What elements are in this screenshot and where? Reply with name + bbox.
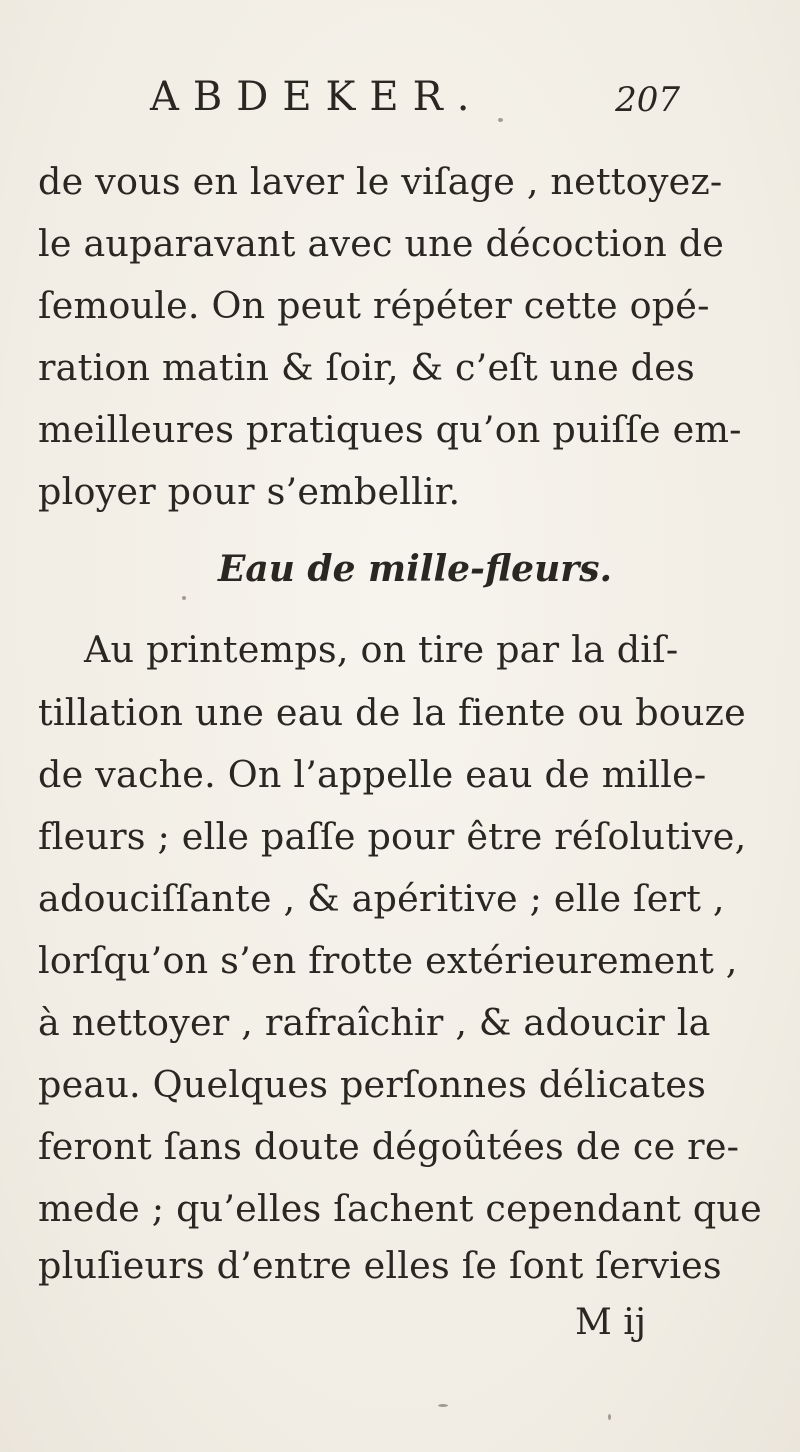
text-line: meilleures pratiques qu’on puiſſe em- bbox=[38, 408, 742, 451]
text-line: Au printemps, on tire par la diſ- bbox=[84, 628, 679, 671]
text-line: peau. Quelques perſonnes délicates bbox=[38, 1063, 707, 1106]
text-line: fleurs ; elle paſſe pour être réſolutive, bbox=[38, 815, 747, 858]
page-number: 207 bbox=[615, 80, 680, 120]
signature-mark: M ij bbox=[575, 1302, 646, 1343]
text-line: mede ; qu’elles ſachent cependant que bbox=[38, 1187, 762, 1230]
text-line: lorſqu’on s’en frotte extérieurement , bbox=[38, 939, 738, 982]
running-title: ABDEKER. bbox=[150, 74, 484, 120]
text-line: à nettoyer , rafraîchir , & adoucir la bbox=[38, 1001, 711, 1044]
text-line: adouciſſante , & apéritive ; elle ſert , bbox=[38, 877, 725, 920]
paper-speck bbox=[498, 118, 503, 122]
text-line: pluſieurs d’entre elles ſe ſont ſervies bbox=[38, 1244, 722, 1287]
text-line: de vache. On l’appelle eau de mille- bbox=[38, 753, 707, 796]
text-line: tillation une eau de la fiente ou bouze bbox=[38, 691, 746, 734]
paper-speck bbox=[438, 1404, 448, 1407]
paper-speck bbox=[182, 596, 186, 600]
text-line: ſemoule. On peut répéter cette opé- bbox=[38, 284, 710, 327]
text-line: le auparavant avec une décoction de bbox=[38, 222, 725, 265]
text-line: de vous en laver le viſage , nettoyez- bbox=[38, 160, 723, 203]
text-line: ployer pour s’embellir. bbox=[38, 470, 461, 513]
page-header bbox=[150, 74, 680, 134]
text-line: feront ſans doute dégoûtées de ce re- bbox=[38, 1125, 740, 1168]
section-heading: Eau de mille-fleurs. bbox=[217, 548, 613, 590]
paper-speck bbox=[608, 1414, 611, 1420]
text-line: ration matin & ſoir, & c’eſt une des bbox=[38, 346, 695, 389]
